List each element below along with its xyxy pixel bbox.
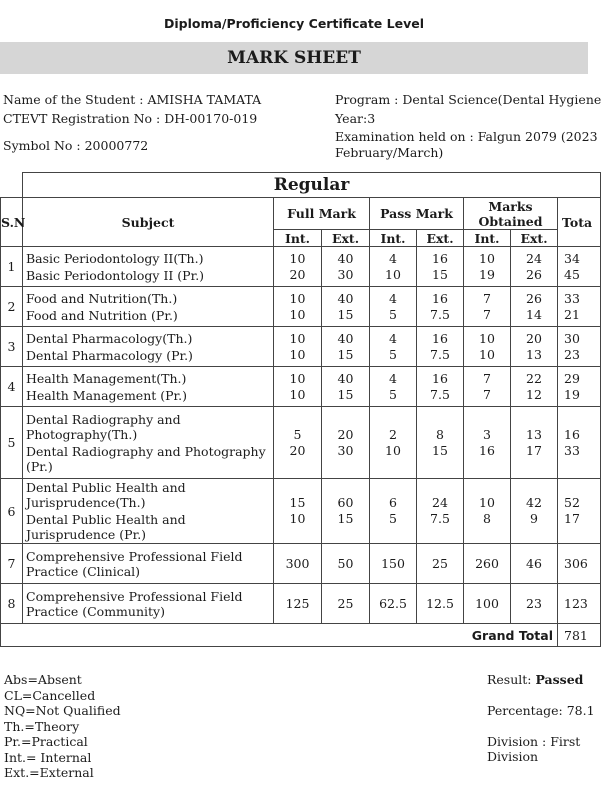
subject-cell <box>23 544 274 584</box>
certificate-level-title: Diploma/Proficiency Certificate Level <box>163 16 424 31</box>
full-ext-cell <box>322 479 370 544</box>
mark-value: 13 <box>526 426 542 442</box>
subject-name: Dental Pharmacology (Pr.) <box>26 347 193 363</box>
subject-cell <box>23 407 274 479</box>
pass-ext-header: Ext. <box>417 230 464 247</box>
mark-value: 7.5 <box>430 306 450 322</box>
mark-value: 15 <box>289 495 306 510</box>
total-cell <box>558 327 601 367</box>
table-row <box>1 407 601 479</box>
marks-table <box>0 172 601 647</box>
full-ext-cell <box>322 247 370 287</box>
table-caption: Regular <box>23 173 601 198</box>
mark-value: 12 <box>526 386 542 402</box>
mark-value: 7 <box>483 386 491 402</box>
mark-value: 6 <box>389 495 397 510</box>
result-label: Result: <box>487 672 536 687</box>
year: Year:3 <box>335 111 376 126</box>
subject-name: Food and Nutrition (Pr.) <box>26 307 178 323</box>
mark-value: 100 <box>475 595 499 611</box>
sn-header: S.N <box>1 198 23 247</box>
mark-value: 2 <box>389 426 397 442</box>
mark-value: 45 <box>564 266 580 282</box>
mark-value: 15 <box>337 306 354 322</box>
mark-value: 30 <box>564 330 580 346</box>
mark-value: 150 <box>381 555 405 571</box>
mark-value: 7.5 <box>430 346 450 362</box>
subject-cell <box>23 327 274 367</box>
total-header: Tota <box>558 198 601 247</box>
mark-value: 40 <box>337 290 354 306</box>
subject-cell <box>23 367 274 407</box>
mark-value: 29 <box>564 370 580 386</box>
full-int-cell <box>274 327 322 367</box>
subject-name: Dental Radiography and Photography (Pr.) <box>26 443 266 474</box>
full-int-cell <box>274 544 322 584</box>
mark-value: 260 <box>475 555 499 571</box>
mark-value: 7.5 <box>430 386 450 402</box>
obt-int-cell <box>464 584 511 624</box>
division-line2: Division <box>487 749 539 764</box>
subject-name: Food and Nutrition(Th.) <box>26 290 178 306</box>
mark-value: 10 <box>289 386 306 402</box>
mark-value: 15 <box>337 346 354 362</box>
pass-int-cell <box>370 407 417 479</box>
sn-cell: 5 <box>1 407 23 479</box>
mark-value: 10 <box>289 370 306 386</box>
mark-value: 14 <box>526 306 542 322</box>
registration-number: CTEVT Registration No : DH-00170-019 <box>3 111 258 126</box>
marks-obtained-header: Marks Obtained <box>464 198 558 230</box>
pass-int-cell <box>370 479 417 544</box>
result-value: Passed <box>535 672 584 687</box>
mark-value: 42 <box>526 495 542 510</box>
full-ext-cell <box>322 367 370 407</box>
mark-value: 23 <box>526 595 542 611</box>
sn-cell: 8 <box>1 584 23 624</box>
pass-ext-cell <box>417 247 464 287</box>
full-mark-header: Full Mark <box>274 198 370 230</box>
sn-cell: 3 <box>1 327 23 367</box>
mark-value: 15 <box>337 511 354 526</box>
mark-value: 7 <box>483 370 491 386</box>
mark-value: 30 <box>337 442 354 458</box>
mark-value: 4 <box>389 370 397 386</box>
mark-value: 16 <box>479 442 495 458</box>
obt-ext-cell <box>511 287 558 327</box>
mark-value: 10 <box>289 290 306 306</box>
mark-value: 7 <box>483 290 491 306</box>
mark-value: 19 <box>479 266 495 282</box>
full-int-cell <box>274 584 322 624</box>
legend-item: Int.= Internal <box>4 749 92 765</box>
subject-cell <box>23 479 274 544</box>
mark-value: 23 <box>564 346 580 362</box>
mark-value: 5 <box>389 306 397 322</box>
mark-value: 3 <box>483 426 491 442</box>
subject-name: Comprehensive Professional Field Practice (Community) <box>26 588 243 619</box>
pass-int-cell <box>370 584 417 624</box>
pass-ext-cell <box>417 327 464 367</box>
mark-value: 5 <box>389 346 397 362</box>
table-row <box>1 327 601 367</box>
mark-value: 10 <box>479 346 495 362</box>
mark-value: 125 <box>285 595 310 611</box>
pass-int-header: Int. <box>370 230 417 247</box>
mark-value: 25 <box>337 595 354 611</box>
obtained-int-header: Int. <box>464 230 511 247</box>
mark-value: 15 <box>432 266 448 282</box>
mark-value: 22 <box>526 370 542 386</box>
grand-total-value: 781 <box>558 624 601 647</box>
legend-item: Th.=Theory <box>4 718 80 734</box>
total-cell <box>558 247 601 287</box>
mark-value: 306 <box>564 555 588 571</box>
pass-int-cell <box>370 287 417 327</box>
table-row <box>1 544 601 584</box>
mark-value: 25 <box>432 555 448 571</box>
full-int-cell <box>274 367 322 407</box>
total-cell <box>558 544 601 584</box>
pass-int-cell <box>370 367 417 407</box>
pass-mark-header: Pass Mark <box>370 198 464 230</box>
obt-int-cell <box>464 544 511 584</box>
mark-value: 16 <box>432 330 448 346</box>
mark-value: 4 <box>389 290 397 306</box>
obt-int-cell <box>464 327 511 367</box>
sn-cell: 6 <box>1 479 23 544</box>
obt-ext-cell <box>511 584 558 624</box>
subject-name: Dental Radiography and Photography(Th.) <box>26 411 181 442</box>
mark-value: 8 <box>436 426 444 442</box>
mark-value: 8 <box>483 511 491 526</box>
pass-ext-cell <box>417 407 464 479</box>
full-ext-cell <box>322 584 370 624</box>
full-ext-cell <box>322 287 370 327</box>
mark-value: 10 <box>289 306 306 322</box>
grand-total-label: Grand Total <box>1 624 558 647</box>
obt-int-cell <box>464 407 511 479</box>
subject-name: Comprehensive Professional Field Practice (Clinical) <box>26 548 243 579</box>
subject-name: Dental Pharmacology(Th.) <box>26 330 193 346</box>
obt-ext-cell <box>511 407 558 479</box>
obt-int-cell <box>464 247 511 287</box>
mark-value: 34 <box>564 250 580 266</box>
subject-name: Health Management (Pr.) <box>26 387 187 403</box>
full-ext-header: Ext. <box>322 230 370 247</box>
sn-cell: 4 <box>1 367 23 407</box>
obt-ext-cell <box>511 544 558 584</box>
mark-value: 300 <box>285 555 310 571</box>
subject-header: Subject <box>23 198 274 247</box>
student-name: Name of the Student : AMISHA TAMATA <box>3 92 262 107</box>
obt-ext-cell <box>511 479 558 544</box>
full-ext-cell <box>322 407 370 479</box>
mark-value: 46 <box>526 555 542 571</box>
mark-value: 19 <box>564 386 580 402</box>
pass-ext-cell <box>417 479 464 544</box>
table-row <box>1 584 601 624</box>
obt-int-cell <box>464 287 511 327</box>
legend-item: Ext.=External <box>4 765 94 780</box>
sn-cell: 2 <box>1 287 23 327</box>
mark-value: 5 <box>293 426 302 442</box>
mark-value: 5 <box>389 386 397 402</box>
subject-name: Basic Periodontology II(Th.) <box>26 250 204 266</box>
mark-value: 62.5 <box>379 595 407 611</box>
result-line <box>487 672 583 688</box>
mark-value: 17 <box>564 511 580 526</box>
subject-name: Basic Periodontology II (Pr.) <box>26 267 205 283</box>
subject-name: Dental Public Health and Jurisprudence(Th.) <box>26 480 186 510</box>
obt-int-cell <box>464 479 511 544</box>
pass-ext-cell <box>417 544 464 584</box>
mark-value: 7.5 <box>430 511 450 526</box>
mark-value: 15 <box>432 442 448 458</box>
total-cell <box>558 407 601 479</box>
pass-ext-cell <box>417 584 464 624</box>
total-cell <box>558 479 601 544</box>
total-cell <box>558 287 601 327</box>
mark-value: 20 <box>289 442 306 458</box>
mark-value: 5 <box>389 511 397 526</box>
mark-value: 15 <box>337 386 354 402</box>
mark-value: 10 <box>289 511 306 526</box>
obt-ext-cell <box>511 367 558 407</box>
program-name: Program : Dental Science(Dental Hygiene <box>335 92 601 107</box>
mark-value: 10 <box>289 346 306 362</box>
mark-value: 33 <box>564 290 580 306</box>
full-int-header: Int. <box>274 230 322 247</box>
mark-value: 60 <box>337 495 354 510</box>
mark-value: 33 <box>564 442 580 458</box>
legend-item: CL=Cancelled <box>4 687 96 703</box>
abbreviation-legend <box>4 672 121 781</box>
subject-name: Health Management(Th.) <box>26 370 187 386</box>
table-row <box>1 367 601 407</box>
mark-value: 10 <box>479 495 495 510</box>
mark-value: 123 <box>564 595 588 611</box>
obt-ext-cell <box>511 247 558 287</box>
mark-value: 24 <box>526 250 542 266</box>
mark-value: 40 <box>337 250 354 266</box>
obtained-ext-header: Ext. <box>511 230 558 247</box>
mark-value: 4 <box>389 250 397 266</box>
mark-value: 12.5 <box>426 595 454 611</box>
mark-value: 17 <box>526 442 542 458</box>
mark-value: 20 <box>289 266 306 282</box>
division-line1: Division : First <box>487 734 581 749</box>
total-cell <box>558 367 601 407</box>
legend-item: NQ=Not Qualified <box>4 703 121 718</box>
table-row <box>1 287 601 327</box>
subject-name: Dental Public Health and Jurisprudence (Pr.) <box>26 512 186 542</box>
subject-cell <box>23 287 274 327</box>
mark-value: 21 <box>564 306 580 322</box>
mark-value: 10 <box>479 250 495 266</box>
mark-value: 30 <box>337 266 354 282</box>
mark-value: 10 <box>385 442 401 458</box>
table-row <box>1 479 601 544</box>
mark-sheet-title: MARK SHEET <box>227 48 361 68</box>
mark-value: 10 <box>289 250 306 266</box>
total-cell <box>558 584 601 624</box>
mark-value: 10 <box>289 330 306 346</box>
full-int-cell <box>274 287 322 327</box>
pass-ext-cell <box>417 367 464 407</box>
mark-value: 10 <box>385 266 401 282</box>
table-row <box>1 247 601 287</box>
mark-value: 16 <box>564 426 580 442</box>
obt-int-cell <box>464 367 511 407</box>
subject-cell <box>23 247 274 287</box>
mark-value: 40 <box>337 370 354 386</box>
pass-int-cell <box>370 247 417 287</box>
legend-item: Abs=Absent <box>4 672 82 687</box>
mark-value: 24 <box>432 495 448 510</box>
examination-date-line1: Examination held on : Falgun 2079 (2023 <box>335 129 598 144</box>
full-int-cell <box>274 479 322 544</box>
mark-value: 26 <box>526 266 542 282</box>
sn-cell: 7 <box>1 544 23 584</box>
pass-ext-cell <box>417 287 464 327</box>
mark-value: 52 <box>564 495 580 510</box>
full-int-cell <box>274 247 322 287</box>
pass-int-cell <box>370 327 417 367</box>
mark-value: 10 <box>479 330 495 346</box>
full-int-cell <box>274 407 322 479</box>
obt-ext-cell <box>511 327 558 367</box>
mark-value: 20 <box>337 426 354 442</box>
subject-cell <box>23 584 274 624</box>
mark-value: 13 <box>526 346 542 362</box>
full-ext-cell <box>322 327 370 367</box>
mark-value: 7 <box>483 306 491 322</box>
mark-value: 4 <box>389 330 397 346</box>
legend-item: Pr.=Practical <box>4 734 88 749</box>
mark-value: 9 <box>530 511 538 526</box>
mark-value: 20 <box>526 330 542 346</box>
mark-value: 26 <box>526 290 542 306</box>
pass-int-cell <box>370 544 417 584</box>
mark-value: 16 <box>432 370 448 386</box>
mark-value: 16 <box>432 290 448 306</box>
symbol-number: Symbol No : 20000772 <box>3 138 149 153</box>
full-ext-cell <box>322 544 370 584</box>
mark-value: 40 <box>337 330 354 346</box>
examination-date-line2: February/March) <box>335 145 444 160</box>
sn-cell: 1 <box>1 247 23 287</box>
mark-value: 16 <box>432 250 448 266</box>
mark-value: 50 <box>337 555 354 571</box>
percentage: Percentage: 78.1 <box>487 703 595 718</box>
